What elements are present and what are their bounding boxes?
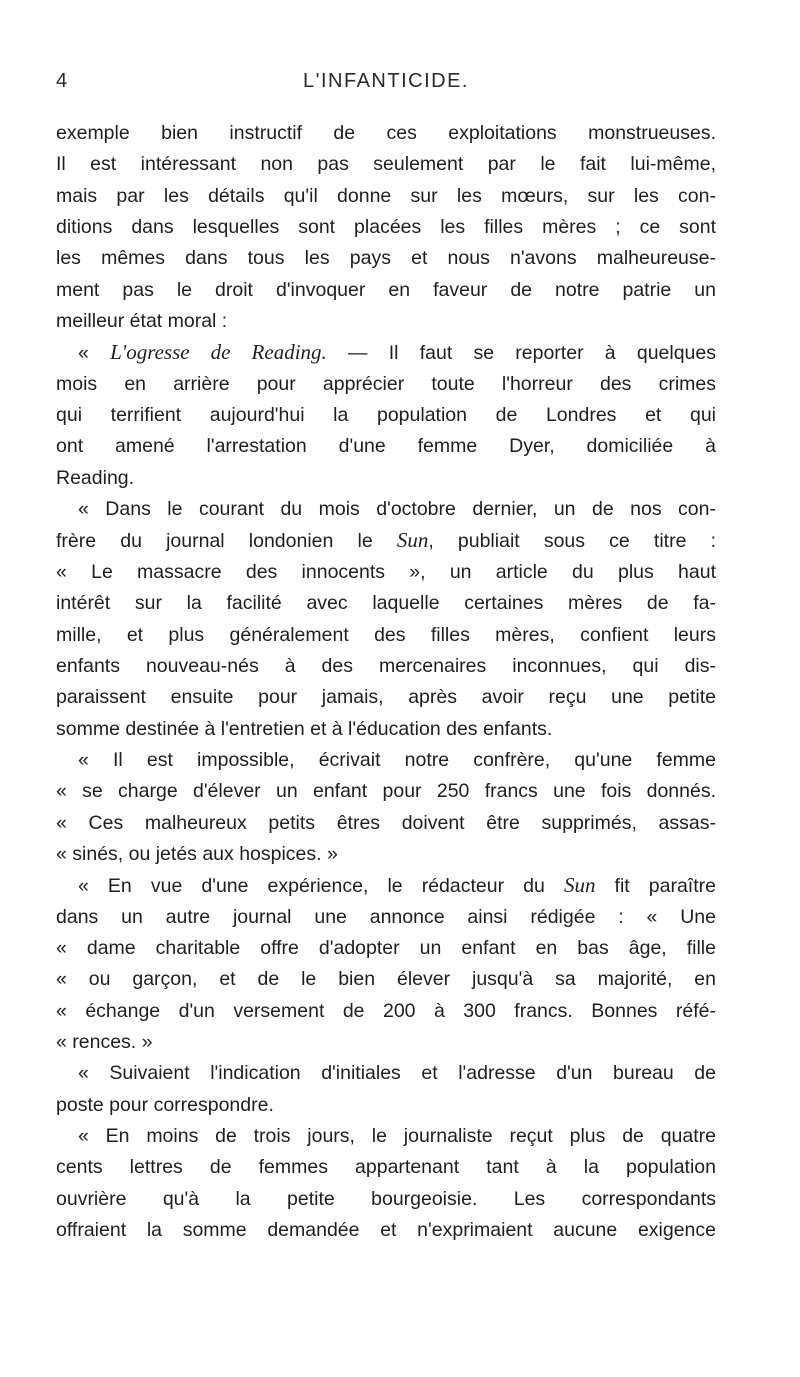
text-line: mais par les détails qu'il donne sur les mœurs, sur les con-	[56, 184, 716, 207]
text-line: « se charge d'élever un enfant pour 250 francs une fois donnés.	[56, 780, 716, 803]
text-line: somme destinée à l'entretien et à l'éducation des enfants.	[56, 717, 553, 740]
text-line: « Suivaient l'indication d'initiales et l'adresse d'un bureau de	[78, 1062, 716, 1085]
text-line: « Ces malheureux petits êtres doivent être supprimés, assas-	[56, 811, 716, 834]
text-segment: , publiait sous ce titre :	[428, 530, 716, 553]
text-line: ouvrière qu'à la petite bourgeoisie. Les correspondants	[56, 1187, 716, 1210]
text-line: Reading.	[56, 466, 135, 489]
text-line: mois en arrière pour apprécier toute l'horreur des crimes	[56, 372, 716, 395]
text-line: « Dans le courant du mois d'octobre dernier, un de nos con-	[78, 498, 716, 521]
text-line: mille, et plus généralement des filles mères, confient leurs	[56, 623, 716, 646]
text-line: « rences. »	[56, 1030, 153, 1053]
text-line	[56, 525, 716, 556]
text-line: « En moins de trois jours, le journaliste reçut plus de quatre	[78, 1125, 716, 1147]
text-segment: fit paraître	[595, 875, 716, 898]
body-text	[56, 118, 716, 1246]
italic-title: L'ogresse de Reading.	[110, 340, 327, 365]
text-line: les mêmes dans tous les pays et nous n'avons malheureuse-	[56, 247, 716, 270]
text-line: paraissent ensuite pour jamais, après avoir reçu une petite	[56, 686, 716, 709]
text-line: Il est intéressant non pas seulement par le fait lui-même,	[56, 153, 716, 176]
italic-newspaper: Sun	[396, 528, 429, 553]
text-line: dans un autre journal une annonce ainsi rédigée : « Une	[56, 905, 716, 928]
text-line: poste pour correspondre.	[56, 1093, 274, 1116]
text-segment: «	[78, 342, 111, 365]
text-line: « dame charitable offre d'adopter un enfant en bas âge, fille	[56, 936, 716, 959]
text-line: qui terrifient aujourd'hui la population de Londres et qui	[56, 404, 716, 427]
italic-newspaper: Sun	[563, 873, 596, 898]
text-line: « ou garçon, et de le bien élever jusqu'à sa majorité, en	[56, 968, 716, 991]
page-number: 4	[56, 70, 69, 92]
text-line: offraient la somme demandée et n'exprimaient aucune exigence	[56, 1219, 716, 1242]
text-line: « Le massacre des innocents », un article du plus haut	[56, 560, 716, 583]
text-line: « échange d'un versement de 200 à 300 francs. Bonnes réfé-	[56, 999, 716, 1022]
text-line	[56, 870, 716, 901]
text-line: meilleur état moral :	[56, 310, 228, 333]
text-line: ont amené l'arrestation d'une femme Dyer, domiciliée à	[56, 435, 716, 458]
text-line: cents lettres de femmes appartenant tant à la population	[56, 1156, 716, 1179]
text-line: exemple bien instructif de ces exploitations monstrueuses.	[56, 122, 716, 144]
text-line: ditions dans lesquelles sont placées les filles mères ; ce sont	[56, 216, 716, 239]
text-line: enfants nouveau-nés à des mercenaires inconnues, qui dis-	[56, 654, 716, 677]
text-line: intérêt sur la facilité avec laquelle certaines mères de fa-	[56, 592, 716, 615]
text-line	[56, 337, 716, 368]
text-segment: frère du journal londonien le	[56, 530, 397, 553]
text-line: ment pas le droit d'invoquer en faveur de notre patrie un	[56, 278, 716, 301]
text-line: « sinés, ou jetés aux hospices. »	[56, 842, 338, 865]
text-line: « Il est impossible, écrivait notre confrère, qu'une femme	[78, 748, 716, 771]
text-segment: — Il faut se reporter à quelques	[326, 342, 716, 365]
running-title: L'INFANTICIDE.	[303, 70, 469, 92]
page-header	[56, 70, 716, 106]
text-segment: « En vue d'une expérience, le rédacteur du	[78, 875, 564, 898]
